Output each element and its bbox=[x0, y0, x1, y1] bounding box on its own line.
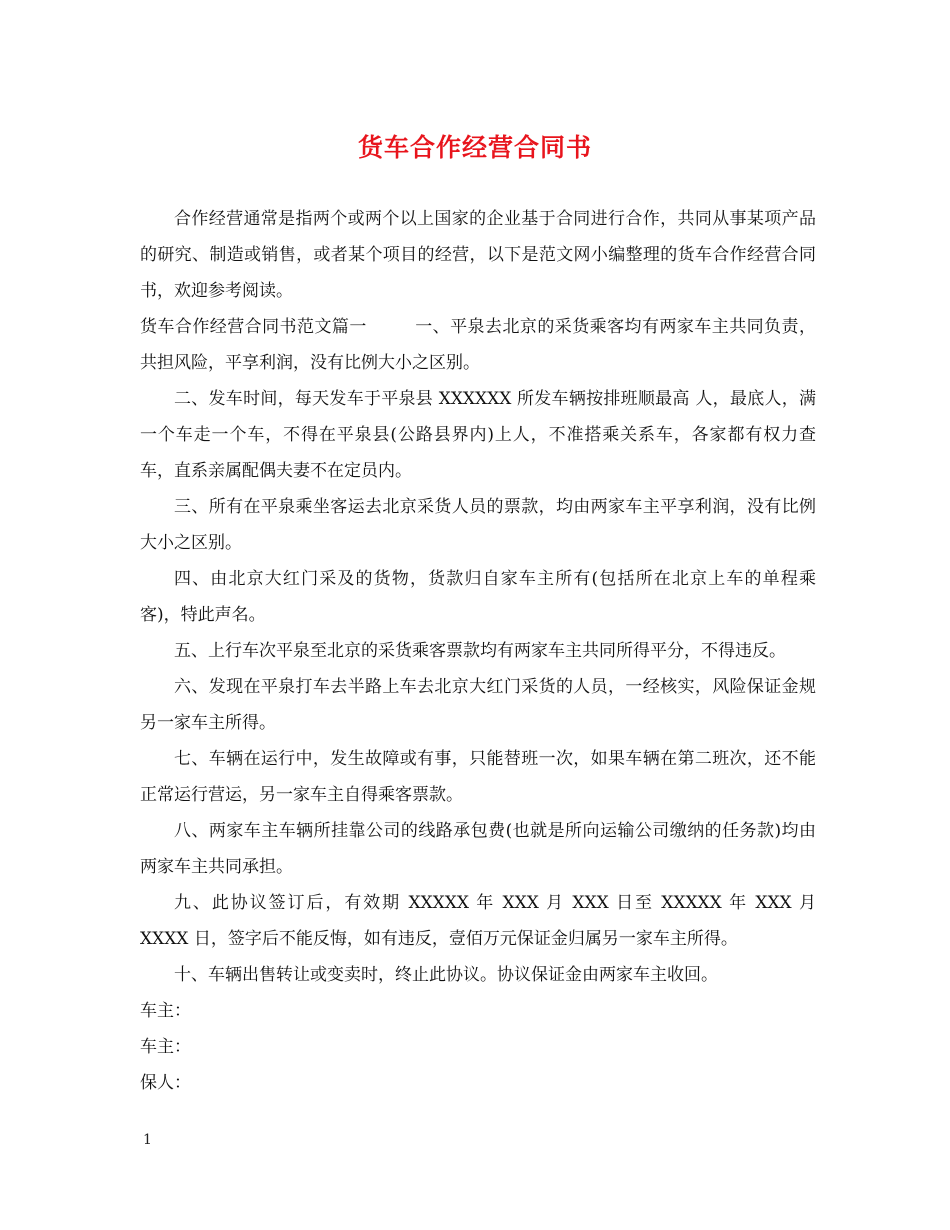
clause-3: 三、所有在平泉乘坐客运去北京采货人员的票款，均由两家车主平享利润，没有比例大小之区别。 bbox=[140, 497, 816, 553]
clause-5: 五、上行车次平泉至北京的采货乘客票款均有两家车主共同所得平分，不得违反。 bbox=[174, 641, 786, 661]
clause-10: 十、车辆出售转让或变卖时，终止此协议。协议保证金由两家车主收回。 bbox=[174, 965, 718, 985]
signature-guarantor: 保人： bbox=[140, 1073, 191, 1093]
sample-heading: 货车合作经营合同书范文篇一 bbox=[140, 317, 367, 337]
document-title: 货车合作经营合同书 bbox=[357, 133, 592, 162]
clause-2: 二、发车时间，每天发车于平泉县 XXXXXX 所发车辆按排班顺最高 人，最底人，满一个车走一个车，不得在平泉县(公路县界内)上人，不准搭乘关系车，各家都有权力查车，直系亲属配偶夫妻不在定员内。 bbox=[140, 389, 816, 481]
document-body bbox=[140, 201, 816, 1101]
page-number: 1 bbox=[143, 1132, 152, 1148]
clause-8: 八、两家车主车辆所挂靠公司的线路承包费(也就是所向运输公司缴纳的任务款)均由两家车主共同承担。 bbox=[140, 821, 816, 877]
signature-owner-2: 车主： bbox=[140, 1037, 191, 1057]
clause-9: 九、此协议签订后，有效期 XXXXX 年 XXX 月 XXX 日至 XXXXX 年 XXX 月 XXXX 日，签字后不能反悔，如有违反，壹佰万元保证金归属另一家车主所得。 bbox=[140, 893, 816, 949]
signature-owner-1: 车主： bbox=[140, 1001, 191, 1021]
clause-1: 一、平泉去北京的采货乘客均有两家车主共同负责，共担风险，平享利润，没有比例大小之区别。 bbox=[140, 317, 817, 373]
clause-4: 四、由北京大红门采及的货物，货款归自家车主所有(包括所在北京上车的单程乘客)，特此声名。 bbox=[140, 569, 816, 625]
clause-6: 六、发现在平泉打车去半路上车去北京大红门采货的人员，一经核实，风险保证金规另一家车主所得。 bbox=[140, 677, 816, 733]
intro-paragraph: 合作经营通常是指两个或两个以上国家的企业基于合同进行合作，共同从事某项产品的研究、制造或销售，或者某个项目的经营，以下是范文网小编整理的货车合作经营合同书，欢迎参考阅读。 bbox=[140, 209, 816, 301]
sample-section bbox=[140, 309, 816, 381]
clause-7: 七、车辆在运行中，发生故障或有事，只能替班一次，如果车辆在第二班次，还不能正常运行营运，另一家车主自得乘客票款。 bbox=[140, 749, 816, 805]
